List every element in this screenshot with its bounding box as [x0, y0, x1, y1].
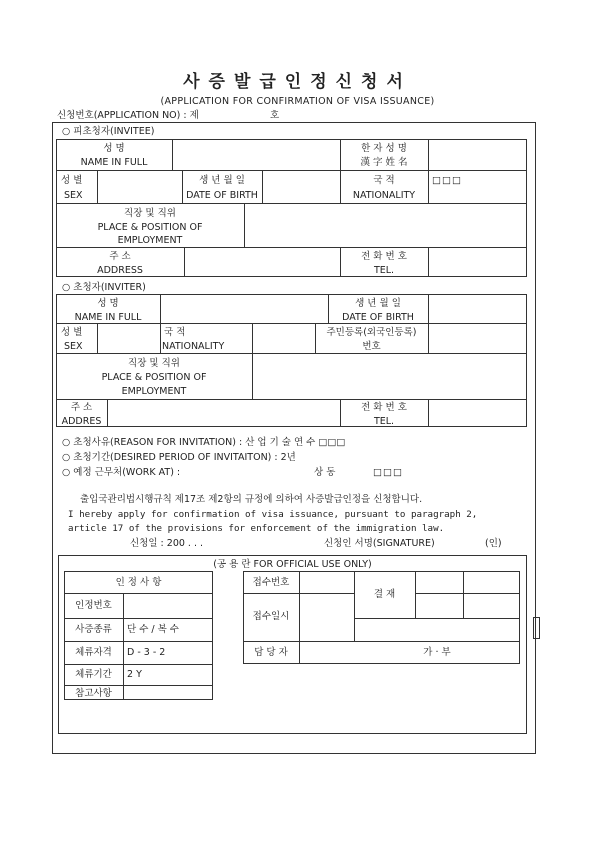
inviter-registration-label-en: 번호 [362, 341, 381, 352]
invitee-employment-label-en2: EMPLOYMENT [117, 235, 183, 246]
invitee-name-field[interactable] [173, 140, 339, 169]
invitee-employment-label-kr: 직장 및 직위 [124, 208, 176, 219]
signature-label[interactable]: 신청인 서명(SIGNATURE) [324, 538, 435, 549]
work-at-value: 상 동 [314, 467, 336, 478]
inviter-address-label-en: ADDRES [61, 416, 102, 427]
invitee-employment-label-en1: PLACE & POSITION OF [97, 222, 203, 233]
application-number-label: 신청번호(APPLICATION NO) : 제 [57, 110, 199, 121]
invitee-nationality-label-kr: 국 적 [373, 175, 395, 186]
inviter-nationality-label-en: NATIONALITY [162, 341, 225, 352]
remarks-field[interactable] [124, 686, 212, 699]
approval-number-label: 인정번호 [75, 600, 112, 611]
inviter-dob-label-en: DATE OF BIRTH [342, 312, 414, 323]
inviter-name-label-en: NAME IN FULL [74, 312, 142, 323]
approval-sign-box-2[interactable] [464, 572, 519, 592]
work-at-label: ○ 예정 근무처(WORK AT) : [62, 467, 181, 478]
approval-matters-table [64, 571, 213, 700]
status-value: D - 3 - 2 [127, 647, 166, 658]
table-rule [64, 641, 213, 642]
invitee-nationality-label-en: NATIONALITY [352, 190, 416, 201]
inviter-address-label-kr: 주 소 [70, 402, 93, 413]
inviter-employment-label-en1: PLACE & POSITION OF [101, 372, 207, 383]
table-rule [160, 323, 161, 353]
form-title: 사증발급인정신청서 [183, 72, 412, 92]
approval-sign-label: 결 재 [373, 589, 396, 600]
remarks-label: 참고사항 [75, 688, 112, 699]
invitee-name-label-en: NAME IN FULL [80, 157, 148, 168]
declaration-english-line1: I hereby apply for confirmation of visa issuance, pursuant to paragraph 2, [68, 509, 478, 520]
invitee-tel-field[interactable] [429, 248, 526, 276]
inviter-address-field[interactable] [108, 400, 339, 426]
inviter-name-label-kr: 성 명 [97, 298, 119, 309]
inviter-tel-field[interactable] [429, 400, 526, 426]
table-rule [354, 618, 520, 619]
receipt-number-field[interactable] [300, 572, 353, 592]
inviter-tel-label-en: TEL. [373, 416, 395, 427]
approval-number-field[interactable] [124, 594, 212, 617]
inviter-dob-field[interactable] [429, 295, 526, 322]
work-at-boxes[interactable]: □□□ [373, 467, 403, 478]
application-date[interactable]: 신청일 : 200 . . . [130, 538, 204, 549]
table-rule [428, 170, 429, 203]
invitee-sex-field[interactable] [98, 171, 181, 202]
invitee-name-label-kr: 성 명 [103, 143, 125, 154]
inviter-section-label: ○ 초청자(INVITER) [62, 282, 146, 293]
receipt-date-field[interactable] [300, 594, 353, 640]
invitee-section-label: ○ 피초청자(INVITEE) [62, 126, 155, 137]
official-use-heading: (공 용 란 FOR OFFICIAL USE ONLY) [213, 559, 372, 570]
invitee-tel-label-en: TEL. [373, 265, 395, 276]
invitee-hanja-label-kr: 한 자 성 명 [361, 143, 407, 154]
invitee-address-label-en: ADDRESS [97, 265, 143, 276]
stay-period-value: 2 Y [127, 669, 142, 680]
invitee-nationality-value[interactable]: □□□ [432, 175, 462, 186]
officer-label: 담 당 자 [254, 647, 288, 658]
table-rule [64, 664, 213, 665]
inviter-tel-label-kr: 전 화 번 호 [361, 402, 407, 413]
inviter-nationality-field[interactable] [253, 324, 314, 352]
table-rule [415, 593, 520, 594]
invitee-dob-label-en: DATE OF BIRTH [186, 190, 258, 201]
page-edge-tab [533, 617, 540, 639]
inviter-employment-field[interactable] [253, 354, 526, 398]
inviter-registration-field[interactable] [429, 324, 526, 352]
inviter-name-field[interactable] [161, 295, 327, 322]
invitee-dob-label-kr: 생 년 월 일 [199, 175, 245, 186]
inviter-employment-label-kr: 직장 및 직위 [128, 358, 180, 369]
application-number-suffix: 호 [270, 110, 280, 121]
invitee-dob-field[interactable] [263, 171, 339, 202]
decision-options[interactable]: 가 · 부 [423, 647, 451, 658]
table-rule [243, 641, 520, 642]
visa-type-value: 단 수 / 복 수 [127, 624, 179, 635]
invitee-address-label-kr: 주 소 [109, 251, 131, 262]
inviter-dob-label-kr: 생 년 월 일 [355, 298, 401, 309]
application-number-field[interactable] [230, 109, 266, 121]
table-rule [64, 618, 213, 619]
invitation-period: ○ 초청기간(DESIRED PERIOD OF INVITAITON) : 2년 [62, 452, 296, 463]
visa-type-label: 사증종류 [75, 624, 112, 635]
inviter-registration-label-kr: 주민등록(외국인등록) [326, 327, 417, 338]
inviter-sex-field[interactable] [98, 324, 159, 352]
inviter-nationality-label-kr: 국 적 [164, 327, 186, 338]
seal-mark: (인) [485, 538, 502, 549]
invitation-reason: ○ 초청사유(REASON FOR INVITATION) : 산 업 기 술 연 수 □□□ [62, 437, 346, 448]
table-rule [354, 571, 355, 641]
invitee-hanja-label-cn: 漢 字 姓 名 [360, 157, 408, 168]
declaration-english-line2: article 17 of the provisions for enforcement of the immigration law. [68, 523, 445, 534]
receipt-number-label: 접수번호 [252, 577, 290, 588]
officer-field[interactable] [300, 642, 353, 663]
approval-matters-title: 인 정 사 항 [115, 577, 162, 588]
invitee-sex-label-en: SEX [64, 190, 83, 201]
status-label: 체류자격 [75, 647, 112, 658]
invitee-address-field[interactable] [185, 248, 339, 276]
approval-sign-box-1[interactable] [416, 572, 462, 592]
invitee-hanja-name-field[interactable] [429, 140, 526, 169]
stay-period-label: 체류기간 [75, 669, 112, 680]
inviter-sex-label-en: SEX [64, 341, 83, 352]
invitee-employment-field[interactable] [245, 204, 526, 246]
inviter-sex-label-kr: 성 별 [61, 327, 83, 338]
form-subtitle: (APPLICATION FOR CONFIRMATION OF VISA ISSUANCE) [160, 96, 435, 107]
declaration-korean: 출입국관리법시행규칙 제17조 제2항의 규정에 의하여 사증발급인정을 신청합니다. [80, 494, 423, 505]
inviter-employment-label-en2: EMPLOYMENT [121, 386, 187, 397]
invitee-tel-label-kr: 전 화 번 호 [361, 251, 407, 262]
receipt-date-label: 접수일시 [252, 611, 290, 622]
invitee-sex-label-kr: 성 별 [61, 175, 83, 186]
